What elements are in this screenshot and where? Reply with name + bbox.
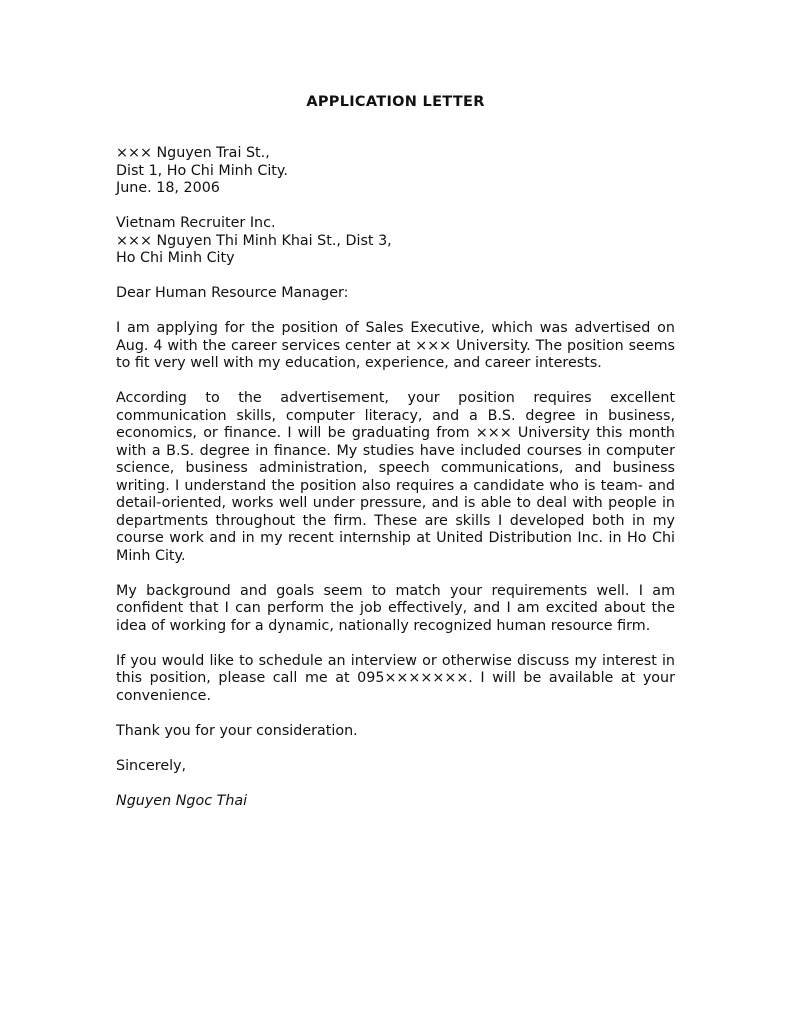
paragraph-qualifications: According to the advertisement, your position requires excellent communication skills, computer literacy, and a B.S. degree in business, economics, or finance. I will be graduating from ××× University this month with a B.S. degree in finance. My studies have included courses in computer science, business administration, speech communications, and business writing. I understand the position also requires a candidate who is team- and detail-oriented, works well under pressure, and is able to deal with people in departments throughout the firm. These are skills I developed both in my course work and in my recent internship at United Distribution Inc. in Ho Chi Minh City. bbox=[116, 390, 675, 564]
letter-body bbox=[116, 145, 675, 810]
paragraph-contact: If you would like to schedule an interview or otherwise discuss my interest in this position, please call me at 095×××××××. I will be available at your convenience. bbox=[116, 652, 675, 704]
recipient-street: ××× Nguyen Thi Minh Khai St., Dist 3, bbox=[116, 232, 392, 249]
sender-city: Dist 1, Ho Chi Minh City. bbox=[116, 162, 288, 179]
thanks-line: Thank you for your consideration. bbox=[116, 722, 358, 739]
recipient-city: Ho Chi Minh City bbox=[116, 250, 235, 266]
closing: Sincerely, bbox=[116, 757, 187, 774]
sender-address bbox=[116, 145, 675, 198]
letter-date: June. 18, 2006 bbox=[116, 180, 220, 196]
recipient-company: Vietnam Recruiter Inc. bbox=[116, 215, 276, 231]
recipient-address bbox=[116, 215, 675, 268]
paragraph-intro: I am applying for the position of Sales Executive, which was advertised on Aug. 4 with the career services center at ××× University. The position seems to fit very well with my education, experience, and career interests. bbox=[116, 320, 675, 371]
sender-street: ××× Nguyen Trai St., bbox=[116, 145, 270, 161]
salutation: Dear Human Resource Manager: bbox=[116, 285, 349, 301]
signature: Nguyen Ngoc Thai bbox=[116, 792, 248, 809]
letter-title: APPLICATION LETTER bbox=[306, 94, 485, 110]
paragraph-fit: My background and goals seem to match your requirements well. I am confident that I can perform the job effectively, and I am excited about the idea of working for a dynamic, nationally recognized human resource firm. bbox=[116, 582, 675, 634]
